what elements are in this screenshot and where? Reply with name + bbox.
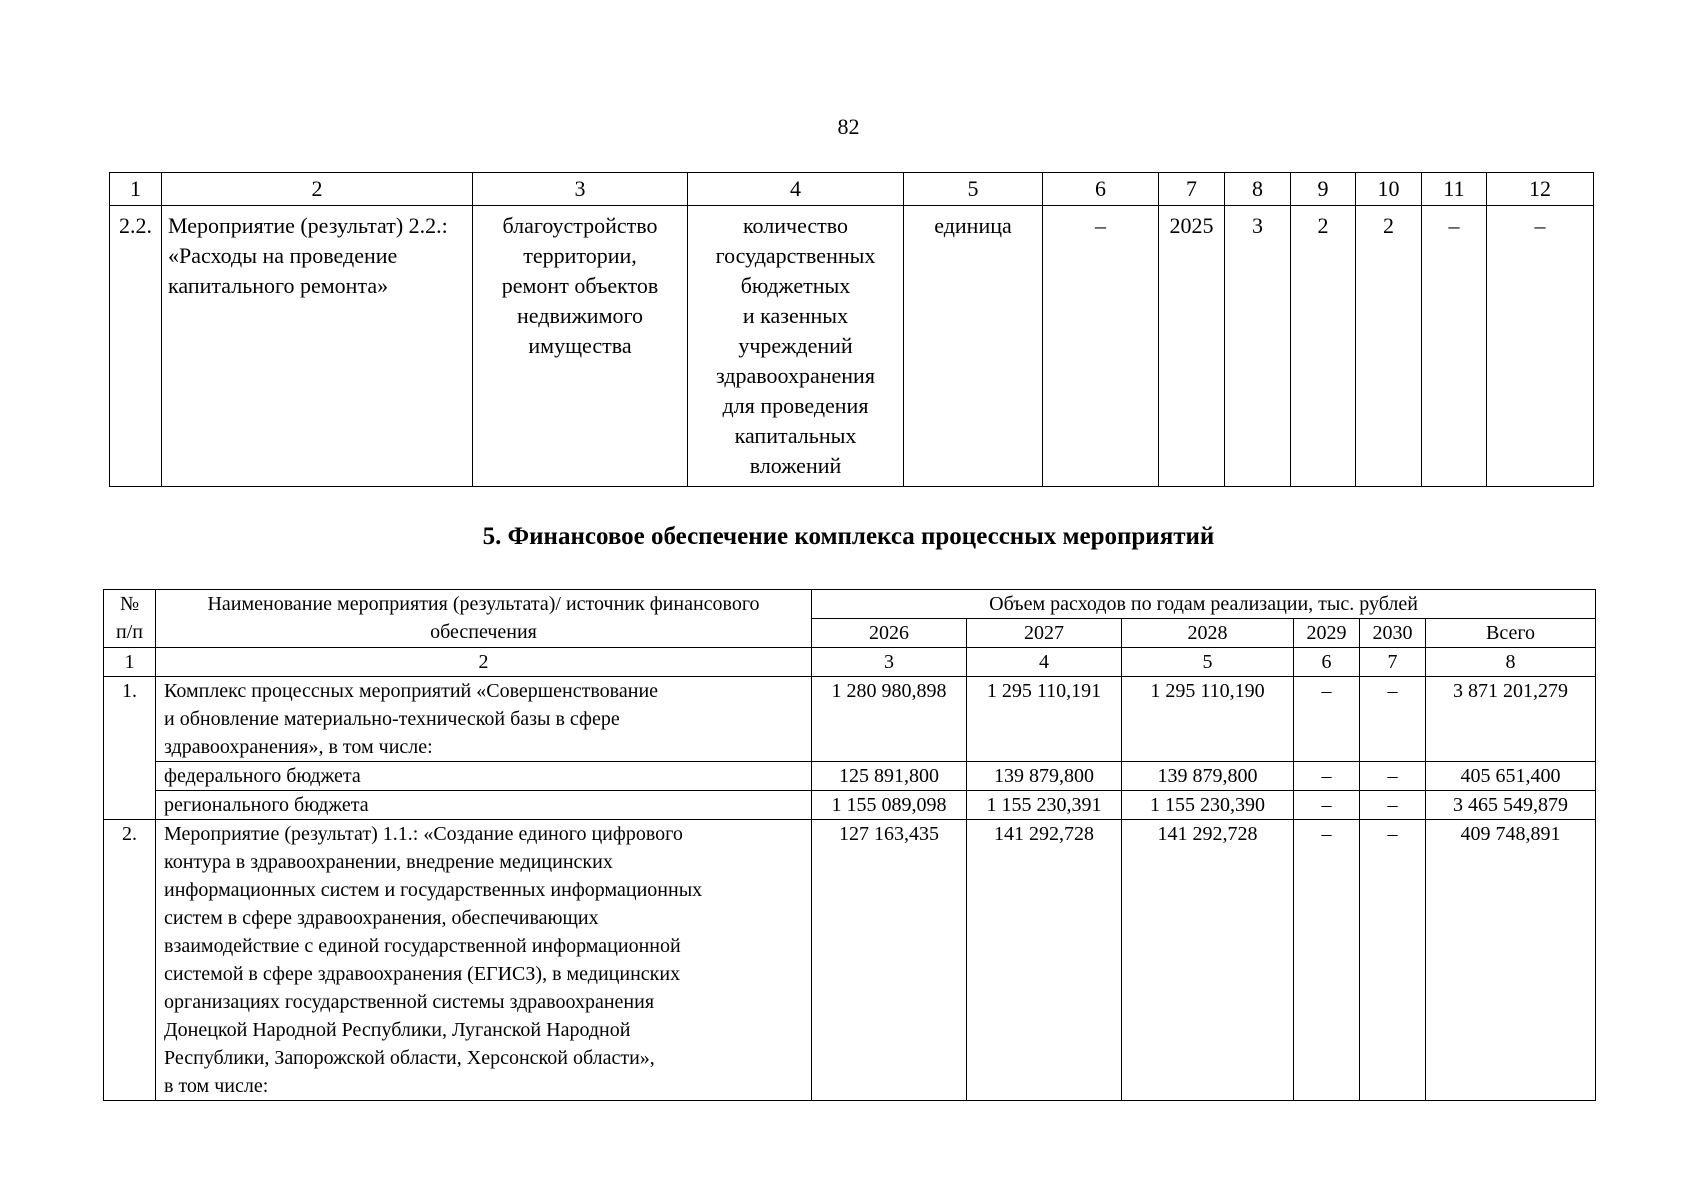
total-cell: 405 651,400 <box>1426 762 1596 791</box>
unit-cell: единица <box>904 206 1043 487</box>
value-cell: – <box>1043 206 1159 487</box>
header-text: п/п <box>116 621 143 643</box>
column-number: 7 <box>1360 648 1426 677</box>
value-cell: 3 <box>1225 206 1291 487</box>
value-cell: 141 292,728 <box>967 820 1122 1101</box>
text-line: Республики, Запорожской области, Херсонской области», <box>164 1047 655 1069</box>
text-line: Комплекс процессных мероприятий «Совершенствование <box>164 680 659 702</box>
row-number: 2. <box>104 820 156 1101</box>
funding-source-cell: регионального бюджета <box>156 791 812 820</box>
value-cell: – <box>1294 820 1360 1101</box>
section-title: 5. Финансовое обеспечение комплекса процессных мероприятий <box>482 523 1215 550</box>
volume-header: Объем расходов по годам реализации, тыс. рублей <box>812 590 1596 619</box>
funding-source-cell: федерального бюджета <box>156 762 812 791</box>
text-line: учреждений <box>738 333 853 358</box>
num-header <box>104 590 156 648</box>
header-text: обеспечения <box>430 621 537 643</box>
value-cell: – <box>1294 677 1360 762</box>
measure-type-cell <box>473 206 688 487</box>
text-line: Мероприятие (результат) 1.1.: «Создание единого цифрового <box>164 823 683 845</box>
text-line: Мероприятие (результат) 2.2.: <box>168 213 448 238</box>
total-cell: 409 748,891 <box>1426 820 1596 1101</box>
year-header: 2030 <box>1360 619 1426 648</box>
text-line: недвижимого <box>517 303 643 328</box>
header-text: № <box>119 593 140 615</box>
text-line: взаимодействие с единой государственной информационной <box>164 935 681 957</box>
page-number: 82 <box>837 114 860 139</box>
measure-name-cell <box>156 677 812 762</box>
text-line: ремонт объектов <box>501 273 659 298</box>
column-number: 5 <box>1122 648 1294 677</box>
text-line: и обновление материально-технической базы в сфере <box>164 708 620 730</box>
column-number: 11 <box>1422 173 1487 206</box>
value-cell: – <box>1360 677 1426 762</box>
text-line: бюджетных <box>740 273 851 298</box>
value-cell: 1 155 089,098 <box>812 791 967 820</box>
table-row <box>104 820 1596 1101</box>
column-number: 3 <box>812 648 967 677</box>
column-number: 12 <box>1487 173 1594 206</box>
table-row <box>110 206 1594 487</box>
column-number: 7 <box>1159 173 1225 206</box>
column-number: 8 <box>1426 648 1596 677</box>
total-cell: 3 871 201,279 <box>1426 677 1596 762</box>
text-line: и казенных <box>742 303 849 328</box>
column-number: 9 <box>1291 173 1356 206</box>
indicator-cell <box>688 206 904 487</box>
value-cell: – <box>1360 791 1426 820</box>
value-cell: – <box>1294 762 1360 791</box>
year-header: 2026 <box>812 619 967 648</box>
column-number: 1 <box>104 648 156 677</box>
text-line: здравоохранения <box>716 363 875 388</box>
text-line: «Расходы на проведение <box>168 243 398 268</box>
header-row <box>104 590 1596 619</box>
text-line: организациях государственной системы здравоохранения <box>164 991 655 1013</box>
year-cell: 2025 <box>1159 206 1225 487</box>
value-cell: 1 295 110,191 <box>967 677 1122 762</box>
value-cell: – <box>1294 791 1360 820</box>
text-line: системой в сфере здравоохранения (ЕГИСЗ), в медицинских <box>164 963 681 985</box>
text-line: Донецкой Народной Республики, Луганской Народной <box>164 1019 631 1041</box>
column-number: 2 <box>156 648 812 677</box>
text-line: количество <box>742 213 849 238</box>
year-header: 2027 <box>967 619 1122 648</box>
value-cell: 1 295 110,190 <box>1122 677 1294 762</box>
header-text: Наименование мероприятия (результата)/ источник финансового <box>207 593 760 615</box>
column-number: 3 <box>473 173 688 206</box>
indicators-table <box>109 172 1594 487</box>
text-line: информационных систем и государственных информационных <box>164 879 703 901</box>
column-number: 8 <box>1225 173 1291 206</box>
text-line: здравоохранения», в том числе: <box>164 736 433 758</box>
table-row <box>104 791 1596 820</box>
row-number: 2.2. <box>110 206 162 487</box>
financing-table <box>103 589 1596 1101</box>
value-cell: 1 155 230,390 <box>1122 791 1294 820</box>
column-number: 6 <box>1043 173 1159 206</box>
value-cell: 141 292,728 <box>1122 820 1294 1101</box>
year-header: 2028 <box>1122 619 1294 648</box>
total-cell: 3 465 549,879 <box>1426 791 1596 820</box>
column-number: 5 <box>904 173 1043 206</box>
table-row <box>104 762 1596 791</box>
value-cell: 139 879,800 <box>1122 762 1294 791</box>
column-number: 4 <box>967 648 1122 677</box>
value-cell: 2 <box>1291 206 1356 487</box>
column-number: 1 <box>110 173 162 206</box>
value-cell: 139 879,800 <box>967 762 1122 791</box>
table-row <box>104 677 1596 762</box>
measure-name-cell <box>162 206 473 487</box>
text-line: имущества <box>528 333 632 358</box>
value-cell: 1 280 980,898 <box>812 677 967 762</box>
text-line: государственных <box>715 243 876 268</box>
text-line: вложений <box>749 453 842 478</box>
column-number: 6 <box>1294 648 1360 677</box>
text-line: систем в сфере здравоохранения, обеспечивающих <box>164 907 599 929</box>
text-line: капитального ремонта» <box>168 273 389 298</box>
value-cell: 125 891,800 <box>812 762 967 791</box>
text-line: благоустройство <box>502 213 658 238</box>
value-cell: – <box>1422 206 1487 487</box>
column-numbers-row <box>110 173 1594 206</box>
value-cell: – <box>1360 820 1426 1101</box>
total-header: Всего <box>1426 619 1596 648</box>
year-header: 2029 <box>1294 619 1360 648</box>
column-number: 10 <box>1356 173 1422 206</box>
value-cell: – <box>1360 762 1426 791</box>
measure-name-cell <box>156 820 812 1101</box>
column-number: 4 <box>688 173 904 206</box>
column-number: 2 <box>162 173 473 206</box>
text-line: в том числе: <box>164 1075 269 1097</box>
value-cell: 2 <box>1356 206 1422 487</box>
text-line: территории, <box>523 243 637 268</box>
name-header <box>156 590 812 648</box>
column-numbers-row <box>104 648 1596 677</box>
value-cell: 1 155 230,391 <box>967 791 1122 820</box>
text-line: для проведения <box>722 393 869 418</box>
value-cell: – <box>1487 206 1594 487</box>
text-line: капитальных <box>734 423 857 448</box>
row-number: 1. <box>104 677 156 820</box>
value-cell: 127 163,435 <box>812 820 967 1101</box>
text-line: контура в здравоохранении, внедрение медицинских <box>164 851 613 873</box>
